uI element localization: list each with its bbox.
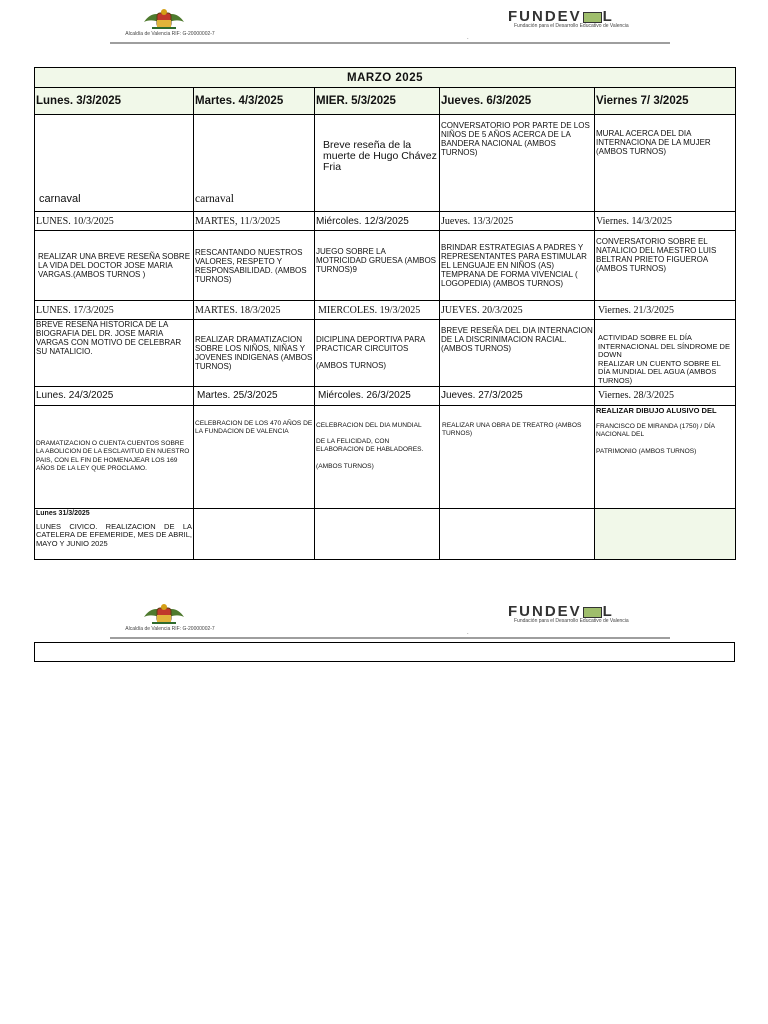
activity-cell — [315, 405, 440, 508]
date-cell: Martes. 25/3/2025 — [194, 386, 315, 405]
activity-text: (AMBOS TURNOS) — [316, 361, 387, 371]
fundevol-name-part: L — [602, 603, 614, 620]
activity-text: REALIZAR UN CUENTO SOBRE EL DÍA MUNDIAL DEL AGUA (AMBOS TURNOS) — [598, 358, 721, 385]
page-header — [110, 8, 675, 42]
date-cell: MARTES. 18/3/2025 — [194, 301, 315, 320]
header-divider — [110, 42, 670, 44]
fundevol-subtitle: Fundación para el Desarrollo Educativo de Valencia — [514, 23, 629, 29]
seal-caption: Alcaldía de Valencia RIF: G-20000002-7 — [125, 626, 215, 632]
activity-cell — [315, 320, 440, 387]
alcaldia-seal — [120, 603, 215, 637]
activity-cell — [595, 320, 736, 387]
activity-cell: carnaval — [194, 115, 315, 212]
activity-cell — [315, 115, 440, 212]
day-header-thu: Jueves. 6/3/2025 — [440, 88, 595, 115]
header-dot: . — [467, 35, 469, 41]
activity-text: FRANCISCO DE MIRANDA (1750) / DÍA NACIONAL DEL — [596, 422, 715, 439]
activity-text: DICIPLINA DEPORTIVA PARA PRACTICAR CIRCUITOS — [316, 335, 425, 354]
activity-cell: CELEBRACION DE LOS 470 AÑOS DE LA FUNDACION DE VALENCIA — [194, 405, 315, 508]
activity-cell: REALIZAR UNA OBRA DE TREATRO (AMBOS TURNOS) — [440, 405, 595, 508]
date-cell: Jueves. 27/3/2025 — [440, 386, 595, 405]
fundevol-mark-icon — [583, 12, 602, 23]
activity-cell: MURAL ACERCA DEL DIA INTERNACIONA DE LA MUJER (AMBOS TURNOS) — [595, 115, 736, 212]
alcaldia-seal — [120, 8, 215, 42]
fundevol-name-part: FUNDEV — [508, 603, 582, 620]
activity-cell: CONVERSATORIO SOBRE EL NATALICIO DEL MAESTRO LUIS BELTRAN PRIETO FIGUEROA (AMBOS TURNOS) — [595, 231, 736, 301]
date-cell: Viernes. 21/3/2025 — [595, 301, 736, 320]
march-schedule-table — [34, 67, 736, 560]
activity-cell: carnaval — [35, 115, 194, 212]
activity-cell: CONVERSATORIO POR PARTE DE LOS NIÑOS DE 5 AÑOS ACERCA DE LA BANDERA NACIONAL (AMBOS TURNOS) — [440, 115, 595, 212]
day-header-wed: MIER. 5/3/2025 — [315, 88, 440, 115]
activity-cell: RESCANTANDO NUESTROS VALORES, RESPETO Y RESPONSABILIDAD. (AMBOS TURNOS) — [194, 231, 315, 301]
activity-cell: BRINDAR ESTRATEGIAS A PADRES Y REPRESENTANTES PARA ESTIMULAR EL LENGUAJE EN NIÑOS (AS) TEMPRANA DE FORMA VIVENCIAL ( LOGOPEDIA) (AMBOS TURNOS) — [440, 231, 595, 301]
activity-cell — [595, 405, 736, 508]
date-cell: LUNES. 17/3/2025 — [35, 301, 194, 320]
empty-cell — [194, 508, 315, 559]
page-header-repeat — [110, 603, 675, 637]
date-cell: Viernes. 28/3/2025 — [595, 386, 736, 405]
fundevol-name-part: L — [602, 8, 614, 25]
activity-cell: JUEGO SOBRE LA MOTRICIDAD GRUESA (AMBOS TURNOS)9 — [315, 231, 440, 301]
date-cell: JUEVES. 20/3/2025 — [440, 301, 595, 320]
fundevol-logo — [508, 604, 668, 634]
activity-cell: BREVE RESEÑA DEL DIA INTERNACION DE LA DISCRINIMACION RACIAL. (AMBOS TURNOS) — [440, 320, 595, 387]
activity-text: LUNES CIVICO. REALIZACION DE LA CATELERA DE EFEMERIDE, MES DE ABRIL, MAYO Y JUNIO 2025 — [36, 521, 192, 548]
date-cell: MARTES, 11/3/2025 — [194, 212, 315, 231]
day-header-fri: Viernes 7/ 3/2025 — [595, 88, 736, 115]
header-dot: . — [467, 630, 469, 636]
coat-of-arms-icon — [142, 603, 186, 627]
activity-text: REALIZAR DIBUJO ALUSIVO DEL — [596, 405, 717, 415]
date-cell: Jueves. 13/3/2025 — [440, 212, 595, 231]
activity-text: CELEBRACION DEL DIA MUNDIAL — [316, 421, 422, 429]
empty-cell — [440, 508, 595, 559]
day-header-tue: Martes. 4/3/2025 — [194, 88, 315, 115]
activity-text: DE LA FELICIDAD, CON ELABORACION DE HABLADORES. — [316, 437, 424, 454]
activity-text: ACTIVIDAD SOBRE EL DÍA INTERNACIONAL DEL SÍNDROME DE DOWN — [598, 333, 730, 360]
header-divider — [110, 637, 670, 639]
coat-of-arms-icon — [142, 8, 186, 32]
seal-caption: Alcaldía de Valencia RIF: G-20000002-7 — [125, 31, 215, 37]
activity-cell: REALIZAR DRAMATIZACION SOBRE LOS NIÑOS, NIÑAS Y JOVENES INDIGENAS (AMBOS TURNOS) — [194, 320, 315, 387]
date-cell: Miércoles. 26/3/2025 — [315, 386, 440, 405]
date-cell: LUNES. 10/3/2025 — [35, 212, 194, 231]
activity-text: (AMBOS TURNOS) — [316, 462, 374, 470]
activity-cell — [35, 508, 194, 559]
month-title: MARZO 2025 — [35, 68, 736, 88]
activity-cell: BREVE RESEÑA HISTORICA DE LA BIOGRAFIA DEL DR. JOSE MARIA VARGAS CON MOTIVO DE CELEBRAR SU NATALICIO. — [35, 320, 194, 387]
activity-cell: DRAMATIZACION O CUENTA CUENTOS SOBRE LA ABOLICION DE LA ESCLAVITUD EN NUESTRO PAIS, CON EL FIN DE HOMENAJEAR LOS 169 AÑOS DE LA LEY QUE PROCLAMO. — [35, 405, 194, 508]
empty-cell — [595, 508, 736, 559]
activity-text: PATRIMONIO (AMBOS TURNOS) — [596, 447, 697, 455]
activity-text: Breve reseña de la muerte de Hugo Chávez Fria — [323, 138, 437, 173]
fundevol-subtitle: Fundación para el Desarrollo Educativo de Valencia — [514, 618, 629, 624]
empty-table-box — [34, 642, 735, 662]
date-cell: Viernes. 14/3/2025 — [595, 212, 736, 231]
date-cell: MIERCOLES. 19/3/2025 — [315, 301, 440, 320]
empty-cell — [315, 508, 440, 559]
fundevol-logo — [508, 9, 668, 39]
day-header-mon: Lunes. 3/3/2025 — [35, 88, 194, 115]
fundevol-name-part: FUNDEV — [508, 8, 582, 25]
date-cell: Miércoles. 12/3/2025 — [315, 212, 440, 231]
activity-cell: REALIZAR UNA BREVE RESEÑA SOBRE LA VIDA DEL DOCTOR JOSE MARIA VARGAS.(AMBOS TURNOS ) — [35, 231, 194, 301]
fundevol-mark-icon — [583, 607, 602, 618]
date-cell: Lunes. 24/3/2025 — [35, 386, 194, 405]
date-label: Lunes 31/3/2025 — [36, 509, 90, 517]
